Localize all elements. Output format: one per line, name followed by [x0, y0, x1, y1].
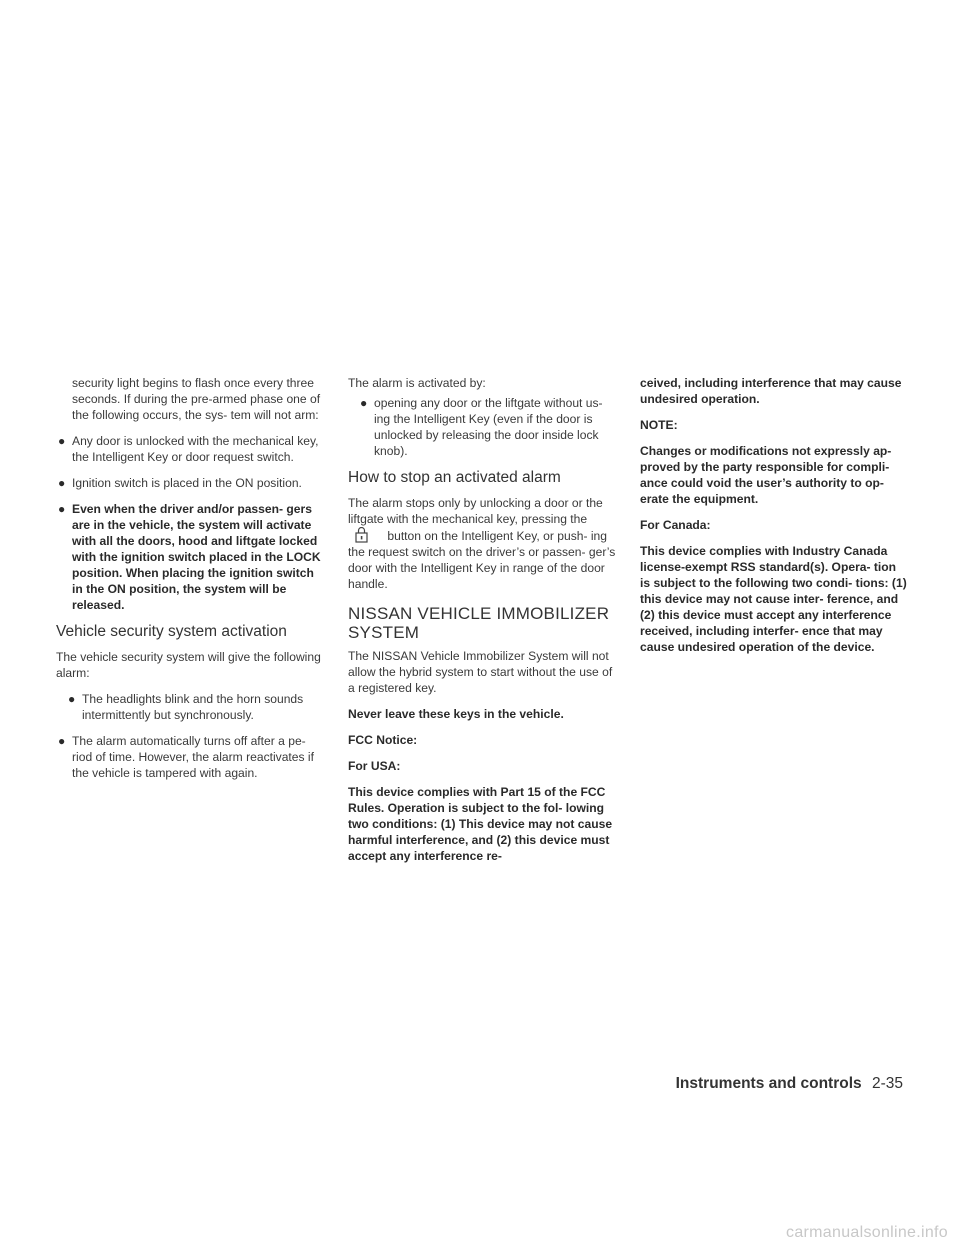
paragraph-text: button on the Intelligent Key, or push- ing the request switch on the driver’s or passen- ger’s door with the Intelligent Key in range of the door handle. [348, 529, 616, 591]
column-middle [348, 375, 616, 874]
watermark: carmanualsonline.info [786, 1224, 948, 1241]
footer-section-title: Instruments and controls [675, 1075, 862, 1092]
bullet-dot-icon: ● [58, 476, 66, 490]
section-heading: NISSAN VEHICLE IMMOBILIZER SYSTEM [348, 604, 610, 642]
bullet-dot-icon: ● [58, 434, 66, 448]
intelligent-key-lock-icon [354, 527, 370, 543]
intro-paragraph: security light begins to flash once every three seconds. If during the pre-armed phase one of the following occurs, the sys- tem will not arm: [72, 376, 321, 422]
paragraph: This device complies with Industry Canada license-exempt RSS standard(s). Opera- tion is subject to the following two condi- tions: (1) this device may not cause inter- ference, and (2) this device must accept any interference received, including interfer- ence that may cause undesired operation of the device. [640, 544, 907, 654]
section-heading: How to stop an activated alarm [348, 469, 561, 486]
bullet-dot-icon: ● [58, 734, 66, 748]
paragraph [348, 495, 616, 592]
bullet-dot-icon: ● [68, 692, 76, 706]
subheading: FCC Notice: [348, 733, 418, 747]
list-item [358, 395, 616, 459]
page-footer [676, 1075, 903, 1093]
list-item [56, 733, 324, 781]
paragraph: The vehicle security system will give the following alarm: [56, 650, 321, 680]
column-right [640, 375, 908, 665]
subheading: For USA: [348, 759, 401, 773]
paragraph-text: The alarm stops only by unlocking a door or the liftgate with the mechanical key, pressing the [348, 496, 603, 526]
page-number: 2-35 [871, 1075, 903, 1092]
list-item-text: The alarm automatically turns off after a pe- riod of time. However, the alarm reactivates if the vehicle is tampered with again. [72, 734, 314, 780]
list-item [66, 691, 324, 723]
warning-text: Never leave these keys in the vehicle. [348, 707, 564, 721]
paragraph: This device complies with Part 15 of the FCC Rules. Operation is subject to the fol- lowing two conditions: (1) This device may not cause harmful interference, and (2) this device must accept any interference re- [348, 785, 613, 863]
paragraph: ceived, including interference that may cause undesired operation. [640, 376, 902, 406]
list-item-text: The headlights blink and the horn sounds intermittently but synchronously. [82, 692, 304, 722]
paragraph: Changes or modifications not expressly ap- proved by the party responsible for compli- ance could void the user’s authority to op- erate the equipment. [640, 444, 892, 506]
list-item [56, 433, 324, 465]
subheading: NOTE: [640, 418, 678, 432]
paragraph: The alarm is activated by: [348, 376, 486, 390]
bullet-dot-icon: ● [58, 502, 66, 516]
list-item-text: Even when the driver and/or passen- gers are in the vehicle, the system will activate with all the doors, hood and liftgate locked with the ignition switch placed in the LOCK position. When placing the ignition switch in the ON position, the system will be released. [72, 502, 321, 612]
list-item [56, 501, 324, 613]
column-left [56, 375, 324, 791]
list-item [56, 475, 324, 491]
list-item-text: Any door is unlocked with the mechanical key, the Intelligent Key or door request switch. [72, 434, 319, 464]
paragraph: The NISSAN Vehicle Immobilizer System will not allow the hybrid system to start without the use of a registered key. [348, 649, 613, 695]
section-heading: Vehicle security system activation [56, 623, 287, 640]
list-item-text: opening any door or the liftgate without us- ing the Intelligent Key (even if the door is unlocked by releasing the door inside lock knob). [374, 396, 603, 458]
subheading: For Canada: [640, 518, 711, 532]
list-item-text: Ignition switch is placed in the ON position. [72, 476, 302, 490]
bullet-dot-icon: ● [360, 396, 368, 410]
